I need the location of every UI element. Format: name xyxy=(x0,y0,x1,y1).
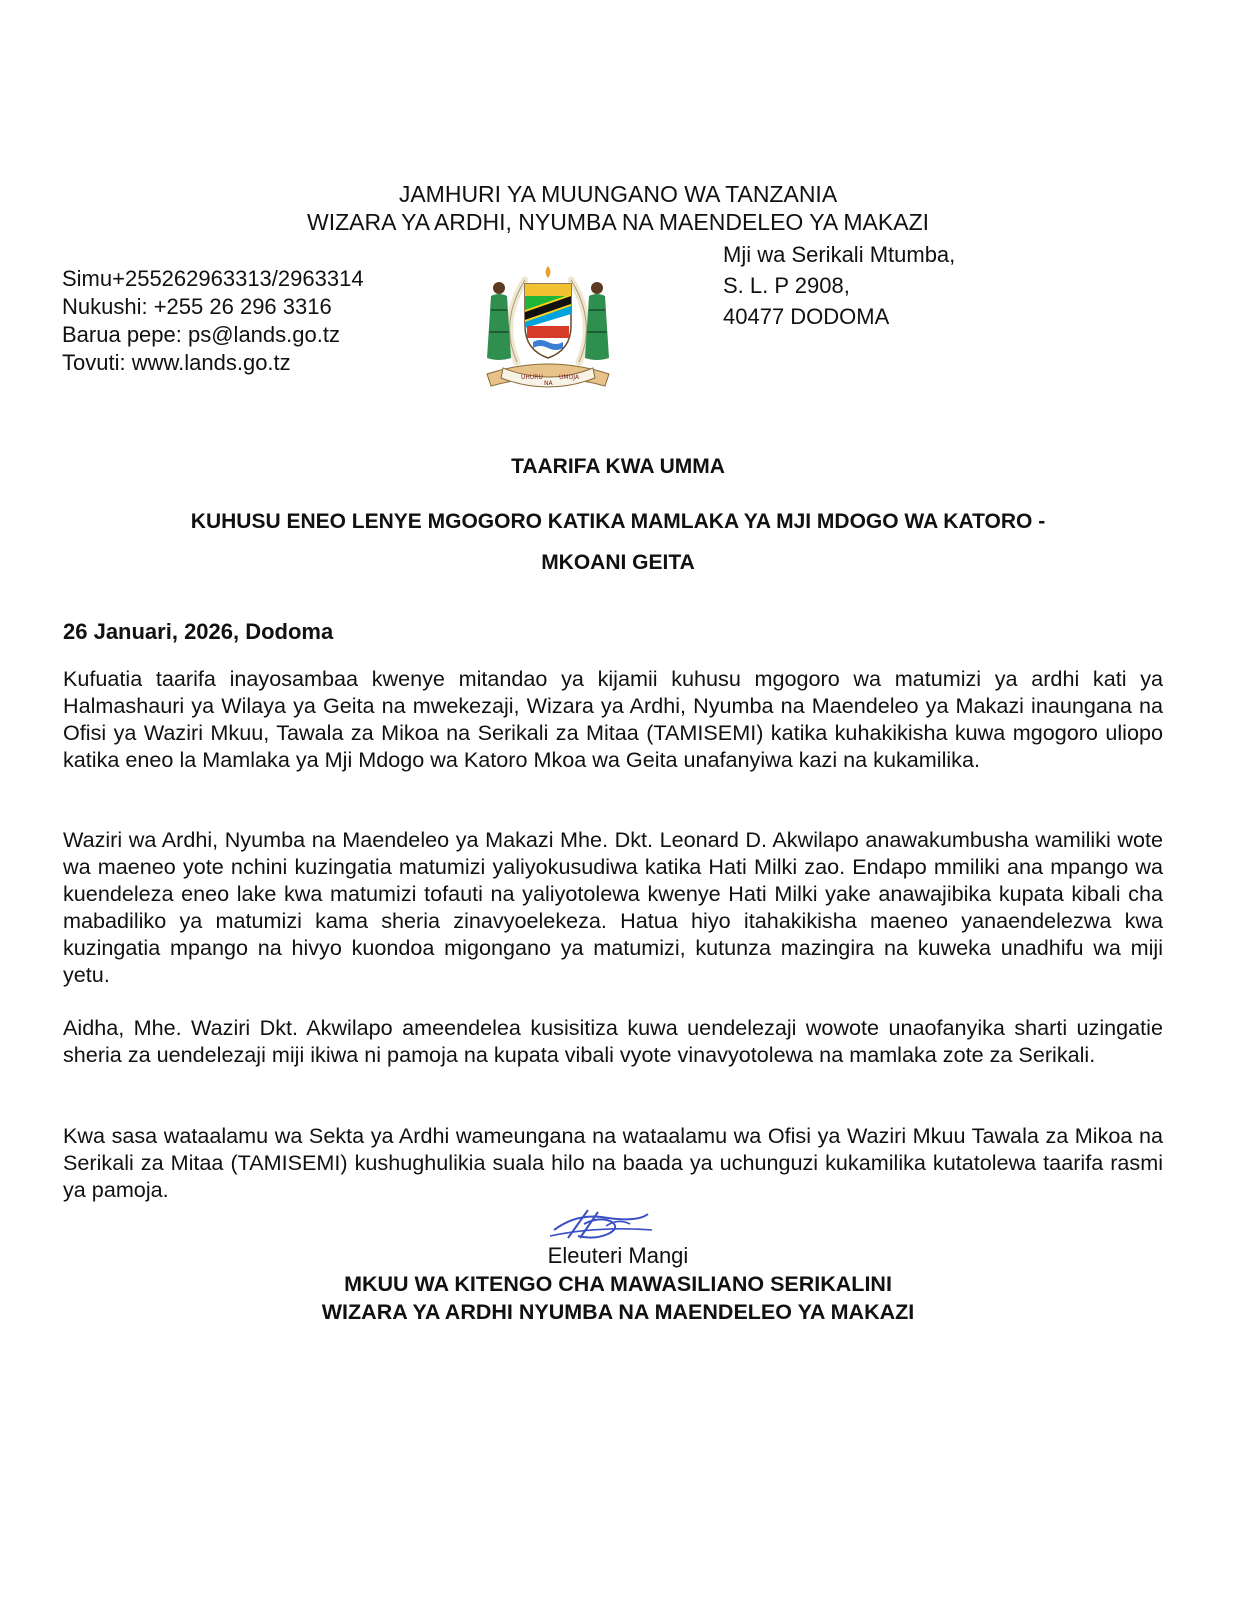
signer-title-line-2: WIZARA YA ARDHI NYUMBA NA MAENDELEO YA MAKAZI xyxy=(321,1300,915,1324)
paragraph-3: Aidha, Mhe. Waziri Dkt. Akwilapo ameendelea kusisitiza kuwa uendelezaji wowote unaofanyika sharti uzingatie sheria za uendelezaji miji ikiwa ni pamoja na kupata vibali vyote vinavyotolewa na mamlaka zote za Serikali. xyxy=(63,1015,1163,1067)
motto-middle: NA xyxy=(544,380,553,387)
signer-title-line-1: MKUU WA KITENGO CHA MAWASILIANO SERIKALINI xyxy=(344,1272,892,1296)
contact-details-left xyxy=(62,265,364,377)
fax-number: Nukushi: +255 26 296 3316 xyxy=(62,294,332,319)
website-address: Tovuti: www.lands.go.tz xyxy=(62,350,291,375)
signature-icon xyxy=(548,1204,656,1244)
paragraph-1: Kufuatia taarifa inayosambaa kwenye mitandao ya kijamii kuhusu mgogoro wa matumizi ya ardhi kati ya Halmashauri ya Wilaya ya Geita na mwekezaji, Wizara ya Ardhi, Nyumba na Maendeleo ya Makazi inaungana na Ofisi ya Waziri Mkuu, Tawala za Mikoa na Serikali za Mitaa (TAMISEMI) katika kuhakikisha kuwa mgogoro uliopo katika eneo la Mamlaka ya Mji Mdogo wa Katoro Mkoa wa Geita unafanyiwa kazi na kukamilika. xyxy=(63,666,1163,772)
coat-of-arms-icon xyxy=(477,262,619,398)
phone-number: Simu+255262963313/2963314 xyxy=(62,266,364,291)
subject-line-1: KUHUSU ENEO LENYE MGOGORO KATIKA MAMLAKA YA MJI MDOGO WA KATORO - xyxy=(190,510,1046,533)
notice-heading: TAARIFA KWA UMMA xyxy=(511,455,725,478)
ministry-name: WIZARA YA ARDHI, NYUMBA NA MAENDELEO YA MAKAZI xyxy=(306,209,930,235)
motto-right: UMOJA xyxy=(559,374,580,381)
postal-address xyxy=(723,239,955,332)
signer-name: Eleuteri Mangi xyxy=(547,1243,689,1268)
address-line-2: S. L. P 2908, xyxy=(723,273,850,298)
motto-left: UHURU xyxy=(521,374,543,381)
paragraph-4: Kwa sasa wataalamu wa Sekta ya Ardhi wameungana na wataalamu wa Ofisi ya Waziri Mkuu Tawala za Mikoa na Serikali za Mitaa (TAMISEMI) kushughulikia suala hilo na baada ya uchunguzi kukamilika kutatolewa taarifa rasmi ya pamoja. xyxy=(63,1123,1163,1202)
address-line-3: 40477 DODOMA xyxy=(723,304,890,329)
country-name: JAMHURI YA MUUNGANO WA TANZANIA xyxy=(398,181,838,207)
subject-line-2: MKOANI GEITA xyxy=(541,551,695,574)
email-address: Barua pepe: ps@lands.go.tz xyxy=(62,322,340,347)
address-line-1: Mji wa Serikali Mtumba, xyxy=(723,242,956,267)
notice-date: 26 Januari, 2026, Dodoma xyxy=(63,619,334,644)
paragraph-2: Waziri wa Ardhi, Nyumba na Maendeleo ya Makazi Mhe. Dkt. Leonard D. Akwilapo anawakumbusha wamiliki wote wa maeneo yote nchini kuzingatia matumizi yaliyokusudiwa katika Hati Milki zao. Endapo mmiliki ana mpango wa kuendeleza eneo lake kwa matumizi tofauti na yaliyotolewa kwenye Hati Milki yake anawajibika kupata kibali cha mabadiliko ya matumizi kama sheria zinavyoelekeza. Hatua hiyo itahakikisha maeneo yanaendelezwa kwa kuzingatia mpango na hivyo kuondoa migongano ya matumizi, kutunza mazingira na kuweka unadhifu wa miji yetu. xyxy=(63,827,1163,987)
